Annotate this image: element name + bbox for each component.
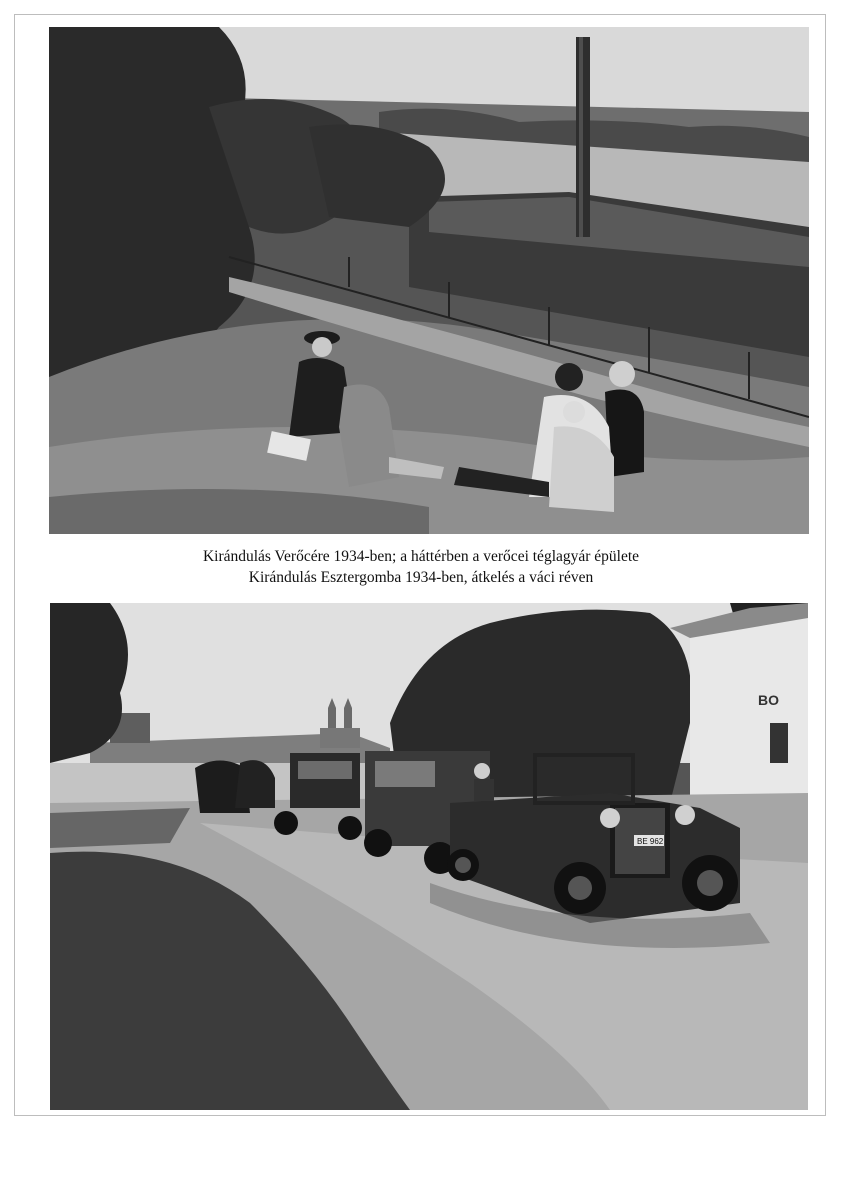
caption-ferry: Kirándulás Esztergomba 1934-ben, átkelés a váci réven <box>248 569 594 586</box>
license-plate: BE 962 <box>637 837 664 846</box>
building-sign: BO <box>758 692 779 708</box>
photo-picnic-verőce <box>49 27 809 534</box>
caption-picnic: Kirándulás Verőcére 1934-ben; a háttérben a verőcei téglagyár épülete <box>202 548 640 565</box>
photo-ferry-vac <box>50 603 808 1110</box>
photo-ferry-image <box>50 603 808 1110</box>
photo-picnic-image <box>49 27 809 534</box>
